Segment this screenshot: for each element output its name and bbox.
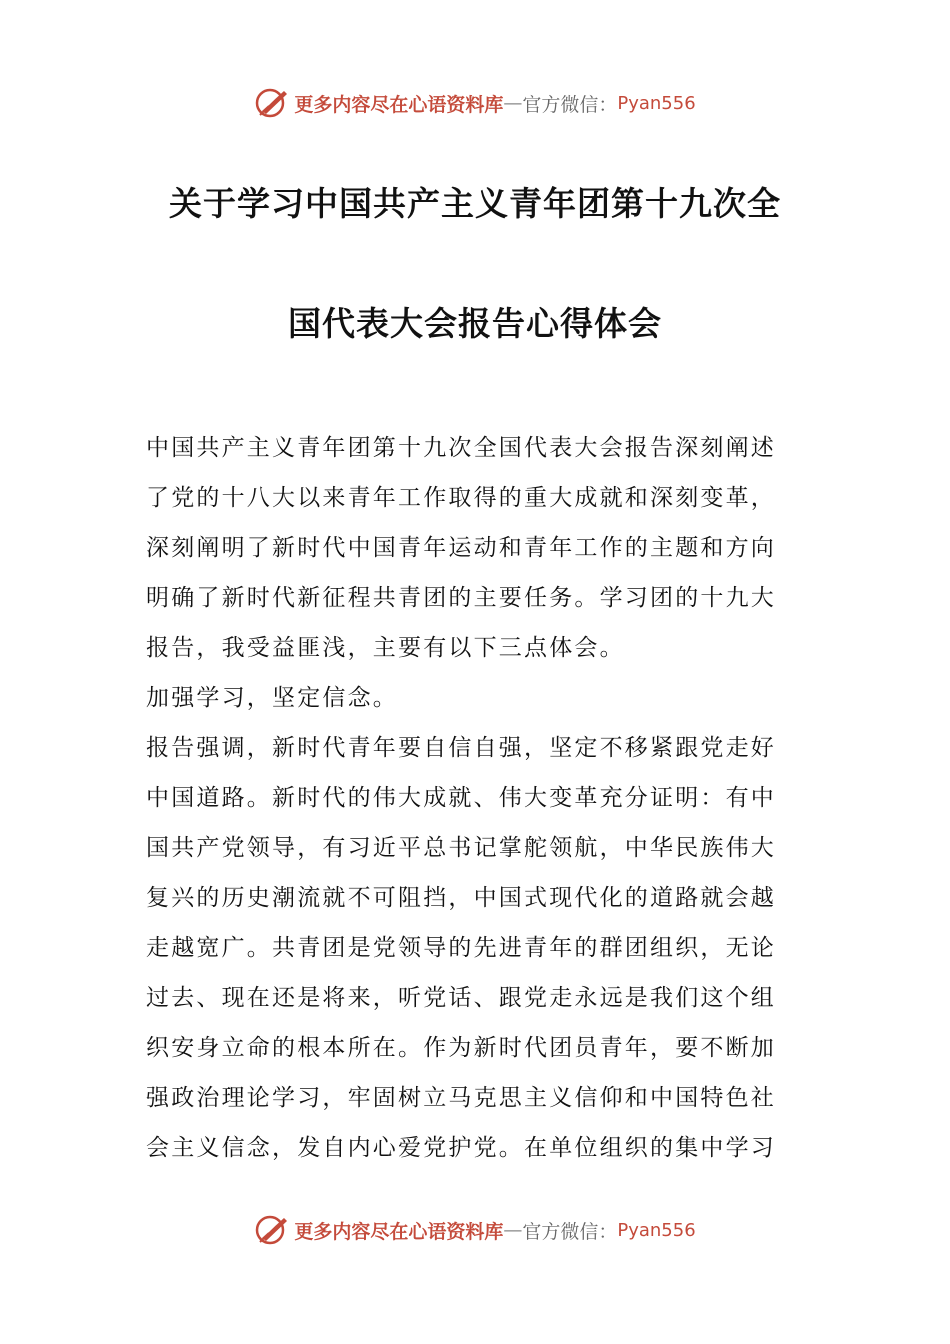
banner-separator: — — [503, 92, 523, 114]
body-line: 中国共产主义青年团第十九次全国代表大会报告深刻阐述 — [146, 435, 776, 461]
document-body — [146, 423, 806, 1173]
body-line: 复兴的历史潮流就不可阻挡，中国式现代化的道路就会越 — [146, 885, 776, 911]
document-title-line-2: 国代表大会报告心得体会 — [288, 304, 662, 343]
banner-wechat-id: Pyan556 — [617, 1219, 696, 1241]
banner-wechat-label: 官方微信： — [522, 93, 618, 116]
section-heading: 加强学习，坚定信念。 — [146, 685, 398, 711]
body-line: 走越宽广。共青团是党领导的先进青年的群团组织，无论 — [146, 935, 776, 961]
document-title-line-1: 关于学习中国共产主义青年团第十九次全 — [169, 184, 781, 223]
header-banner — [0, 83, 950, 123]
body-line: 深刻阐明了新时代中国青年运动和青年工作的主题和方向 — [146, 535, 776, 561]
body-line: 过去、现在还是将来，听党话、跟党走永远是我们这个组 — [146, 985, 776, 1011]
body-line: 中国道路。新时代的伟大成就、伟大变革充分证明：有中 — [146, 785, 776, 811]
body-line: 会主义信念，发自内心爱党护党。在单位组织的集中学习 — [146, 1135, 776, 1161]
banner-brand: 更多内容尽在心语资料库 — [294, 1220, 504, 1243]
body-line: 国共产党领导，有习近平总书记掌舵领航，中华民族伟大 — [146, 835, 776, 861]
quill-logo-icon — [254, 85, 290, 121]
quill-logo-icon — [254, 1212, 290, 1248]
body-line: 了党的十八大以来青年工作取得的重大成就和深刻变革， — [146, 485, 776, 511]
body-line: 报告强调，新时代青年要自信自强，坚定不移紧跟党走好 — [146, 735, 776, 761]
banner-separator: — — [503, 1219, 523, 1241]
body-line: 报告，我受益匪浅，主要有以下三点体会。 — [146, 635, 625, 661]
banner-brand: 更多内容尽在心语资料库 — [294, 93, 504, 116]
banner-wechat-label: 官方微信： — [522, 1220, 618, 1243]
body-line: 明确了新时代新征程共青团的主要任务。学习团的十九大 — [146, 585, 776, 611]
body-line: 强政治理论学习，牢固树立马克思主义信仰和中国特色社 — [146, 1085, 776, 1111]
footer-banner — [0, 1210, 950, 1250]
banner-wechat-id: Pyan556 — [617, 92, 696, 114]
body-line: 织安身立命的根本所在。作为新时代团员青年，要不断加 — [146, 1035, 776, 1061]
